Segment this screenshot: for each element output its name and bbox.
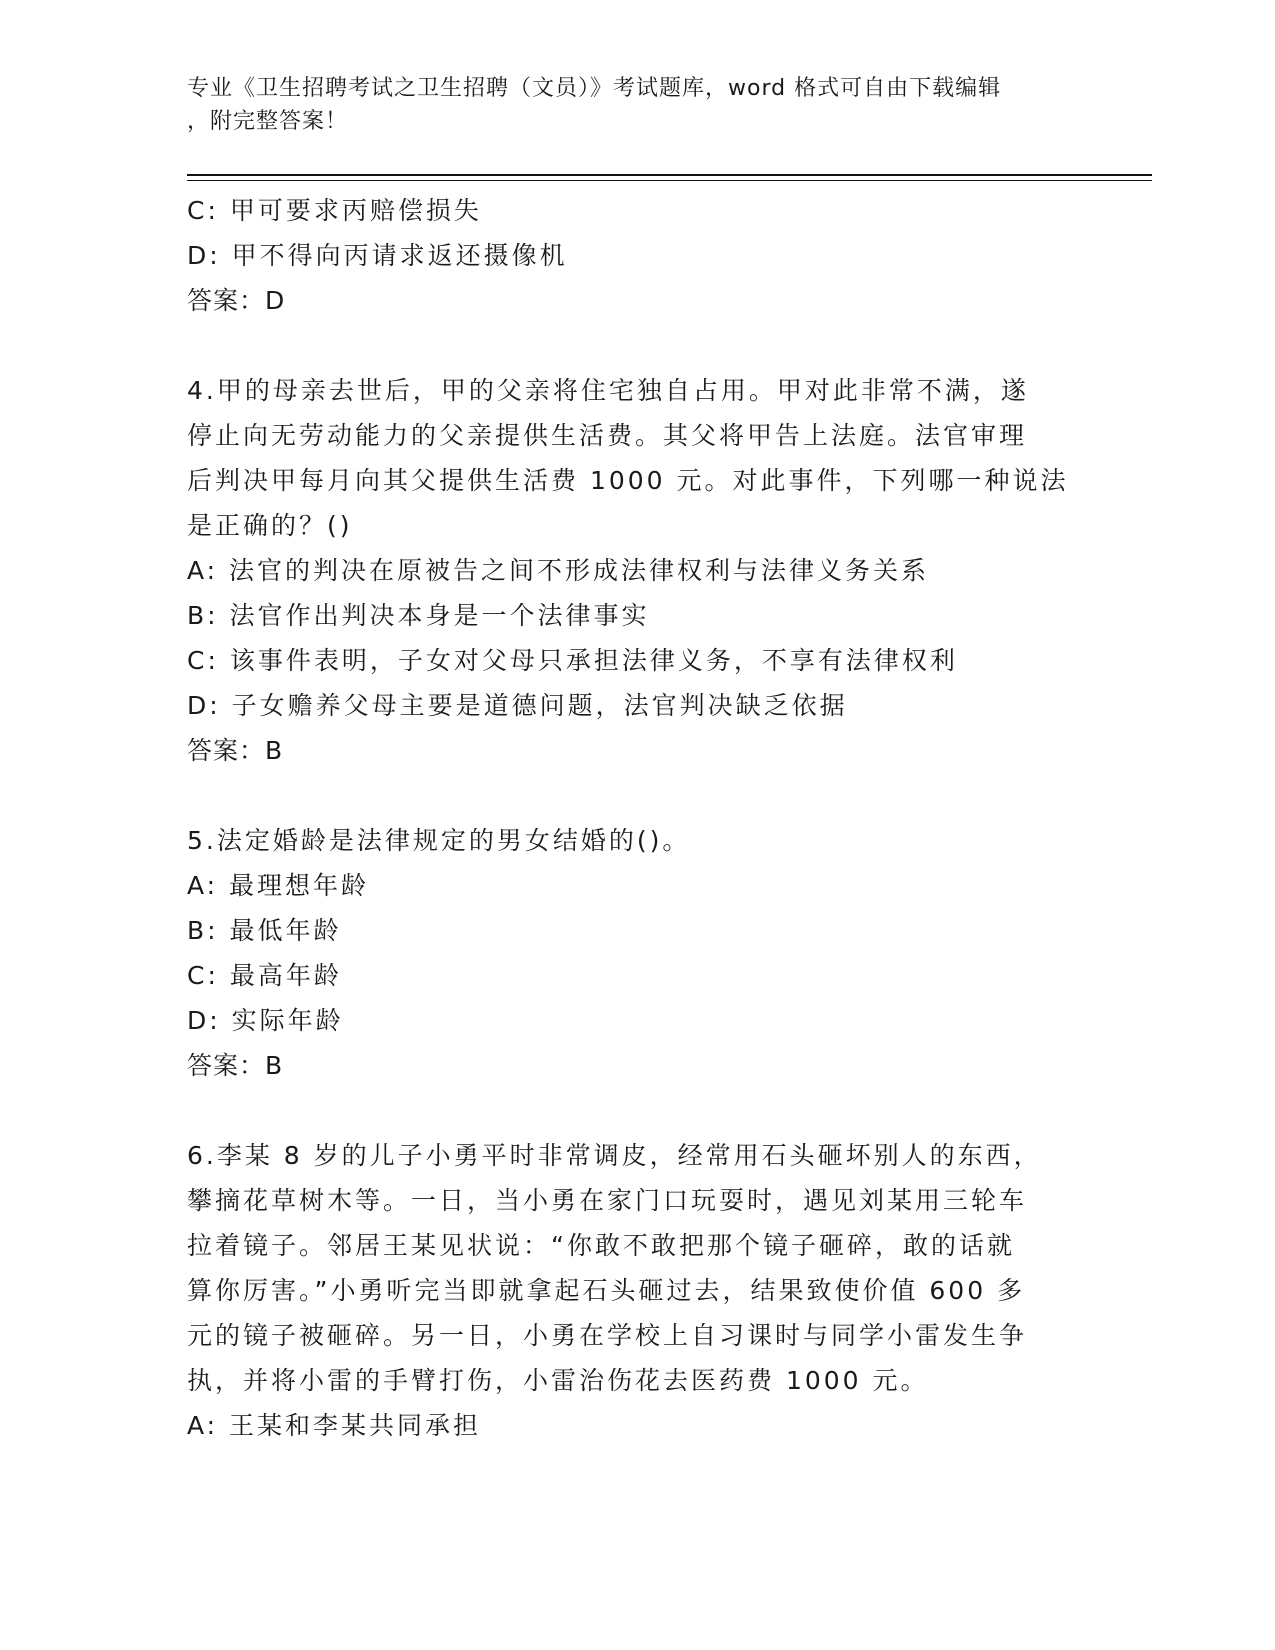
q5-option-d: D: 实际年龄	[187, 1006, 344, 1035]
q5-answer: 答案：B	[187, 1051, 284, 1080]
q6-option-a: A: 王某和李某共同承担	[187, 1411, 482, 1440]
header-line-1: 专业《卫生招聘考试之卫生招聘（文员）》考试题库，word 格式可自由下载编辑	[187, 76, 1002, 101]
q4-option-c: C: 该事件表明，子女对父母只承担法律义务，不享有法律权利	[187, 646, 958, 675]
q4-stem	[187, 368, 1087, 548]
q6-stem-line: 拉着镜子。邻居王某见状说：“你敢不敢把那个镜子砸碎，敢的话就	[187, 1231, 1015, 1260]
q5-option-b: B: 最低年龄	[187, 916, 342, 945]
q6-stem	[187, 1133, 1087, 1403]
q3-answer: 答案：D	[187, 286, 286, 315]
q4-stem-line: 后判决甲每月向其父提供生活费 1000 元。对此事件，下列哪一种说法	[187, 466, 1069, 495]
spacer	[187, 773, 1087, 818]
q4-answer: 答案：B	[187, 736, 284, 765]
q6-stem-line: 执，并将小雷的手臂打伤，小雷治伤花去医药费 1000 元。	[187, 1366, 929, 1395]
q6-stem-line: 元的镜子被砸碎。另一日，小勇在学校上自习课时与同学小雷发生争	[187, 1321, 1028, 1350]
q6-stem-line: 攀摘花草树木等。一日，当小勇在家门口玩耍时，遇见刘某用三轮车	[187, 1186, 1028, 1215]
header-rule-thin	[187, 180, 1152, 181]
q4-stem-line: 是正确的？()	[187, 511, 353, 540]
q4-stem-line: 4.甲的母亲去世后，甲的父亲将住宅独自占用。甲对此非常不满，遂	[187, 376, 1029, 405]
document-body	[187, 188, 1087, 1448]
q3-option-c: C: 甲可要求丙赔偿损失	[187, 196, 482, 225]
spacer	[187, 1088, 1087, 1133]
q4-option-a: A: 法官的判决在原被告之间不形成法律权利与法律义务关系	[187, 556, 930, 585]
q3-option-d: D: 甲不得向丙请求返还摄像机	[187, 241, 568, 270]
spacer	[187, 323, 1087, 368]
header-rule-thick	[187, 174, 1152, 176]
q5-stem: 5.法定婚龄是法律规定的男女结婚的()。	[187, 826, 691, 855]
q4-stem-line: 停止向无劳动能力的父亲提供生活费。其父将甲告上法庭。法官审理	[187, 421, 1028, 450]
q6-stem-line: 算你厉害。”小勇听完当即就拿起石头砸过去，结果致使价值 600 多	[187, 1276, 1026, 1305]
q4-option-b: B: 法官作出判决本身是一个法律事实	[187, 601, 650, 630]
q4-option-d: D: 子女赡养父母主要是道德问题，法官判决缺乏依据	[187, 691, 848, 720]
q5-option-c: C: 最高年龄	[187, 961, 342, 990]
q6-stem-line: 6.李某 8 岁的儿子小勇平时非常调皮，经常用石头砸坏别人的东西，	[187, 1141, 1042, 1170]
document-header	[187, 72, 1067, 138]
header-line-2: ，附完整答案！	[187, 109, 349, 134]
q5-option-a: A: 最理想年龄	[187, 871, 370, 900]
